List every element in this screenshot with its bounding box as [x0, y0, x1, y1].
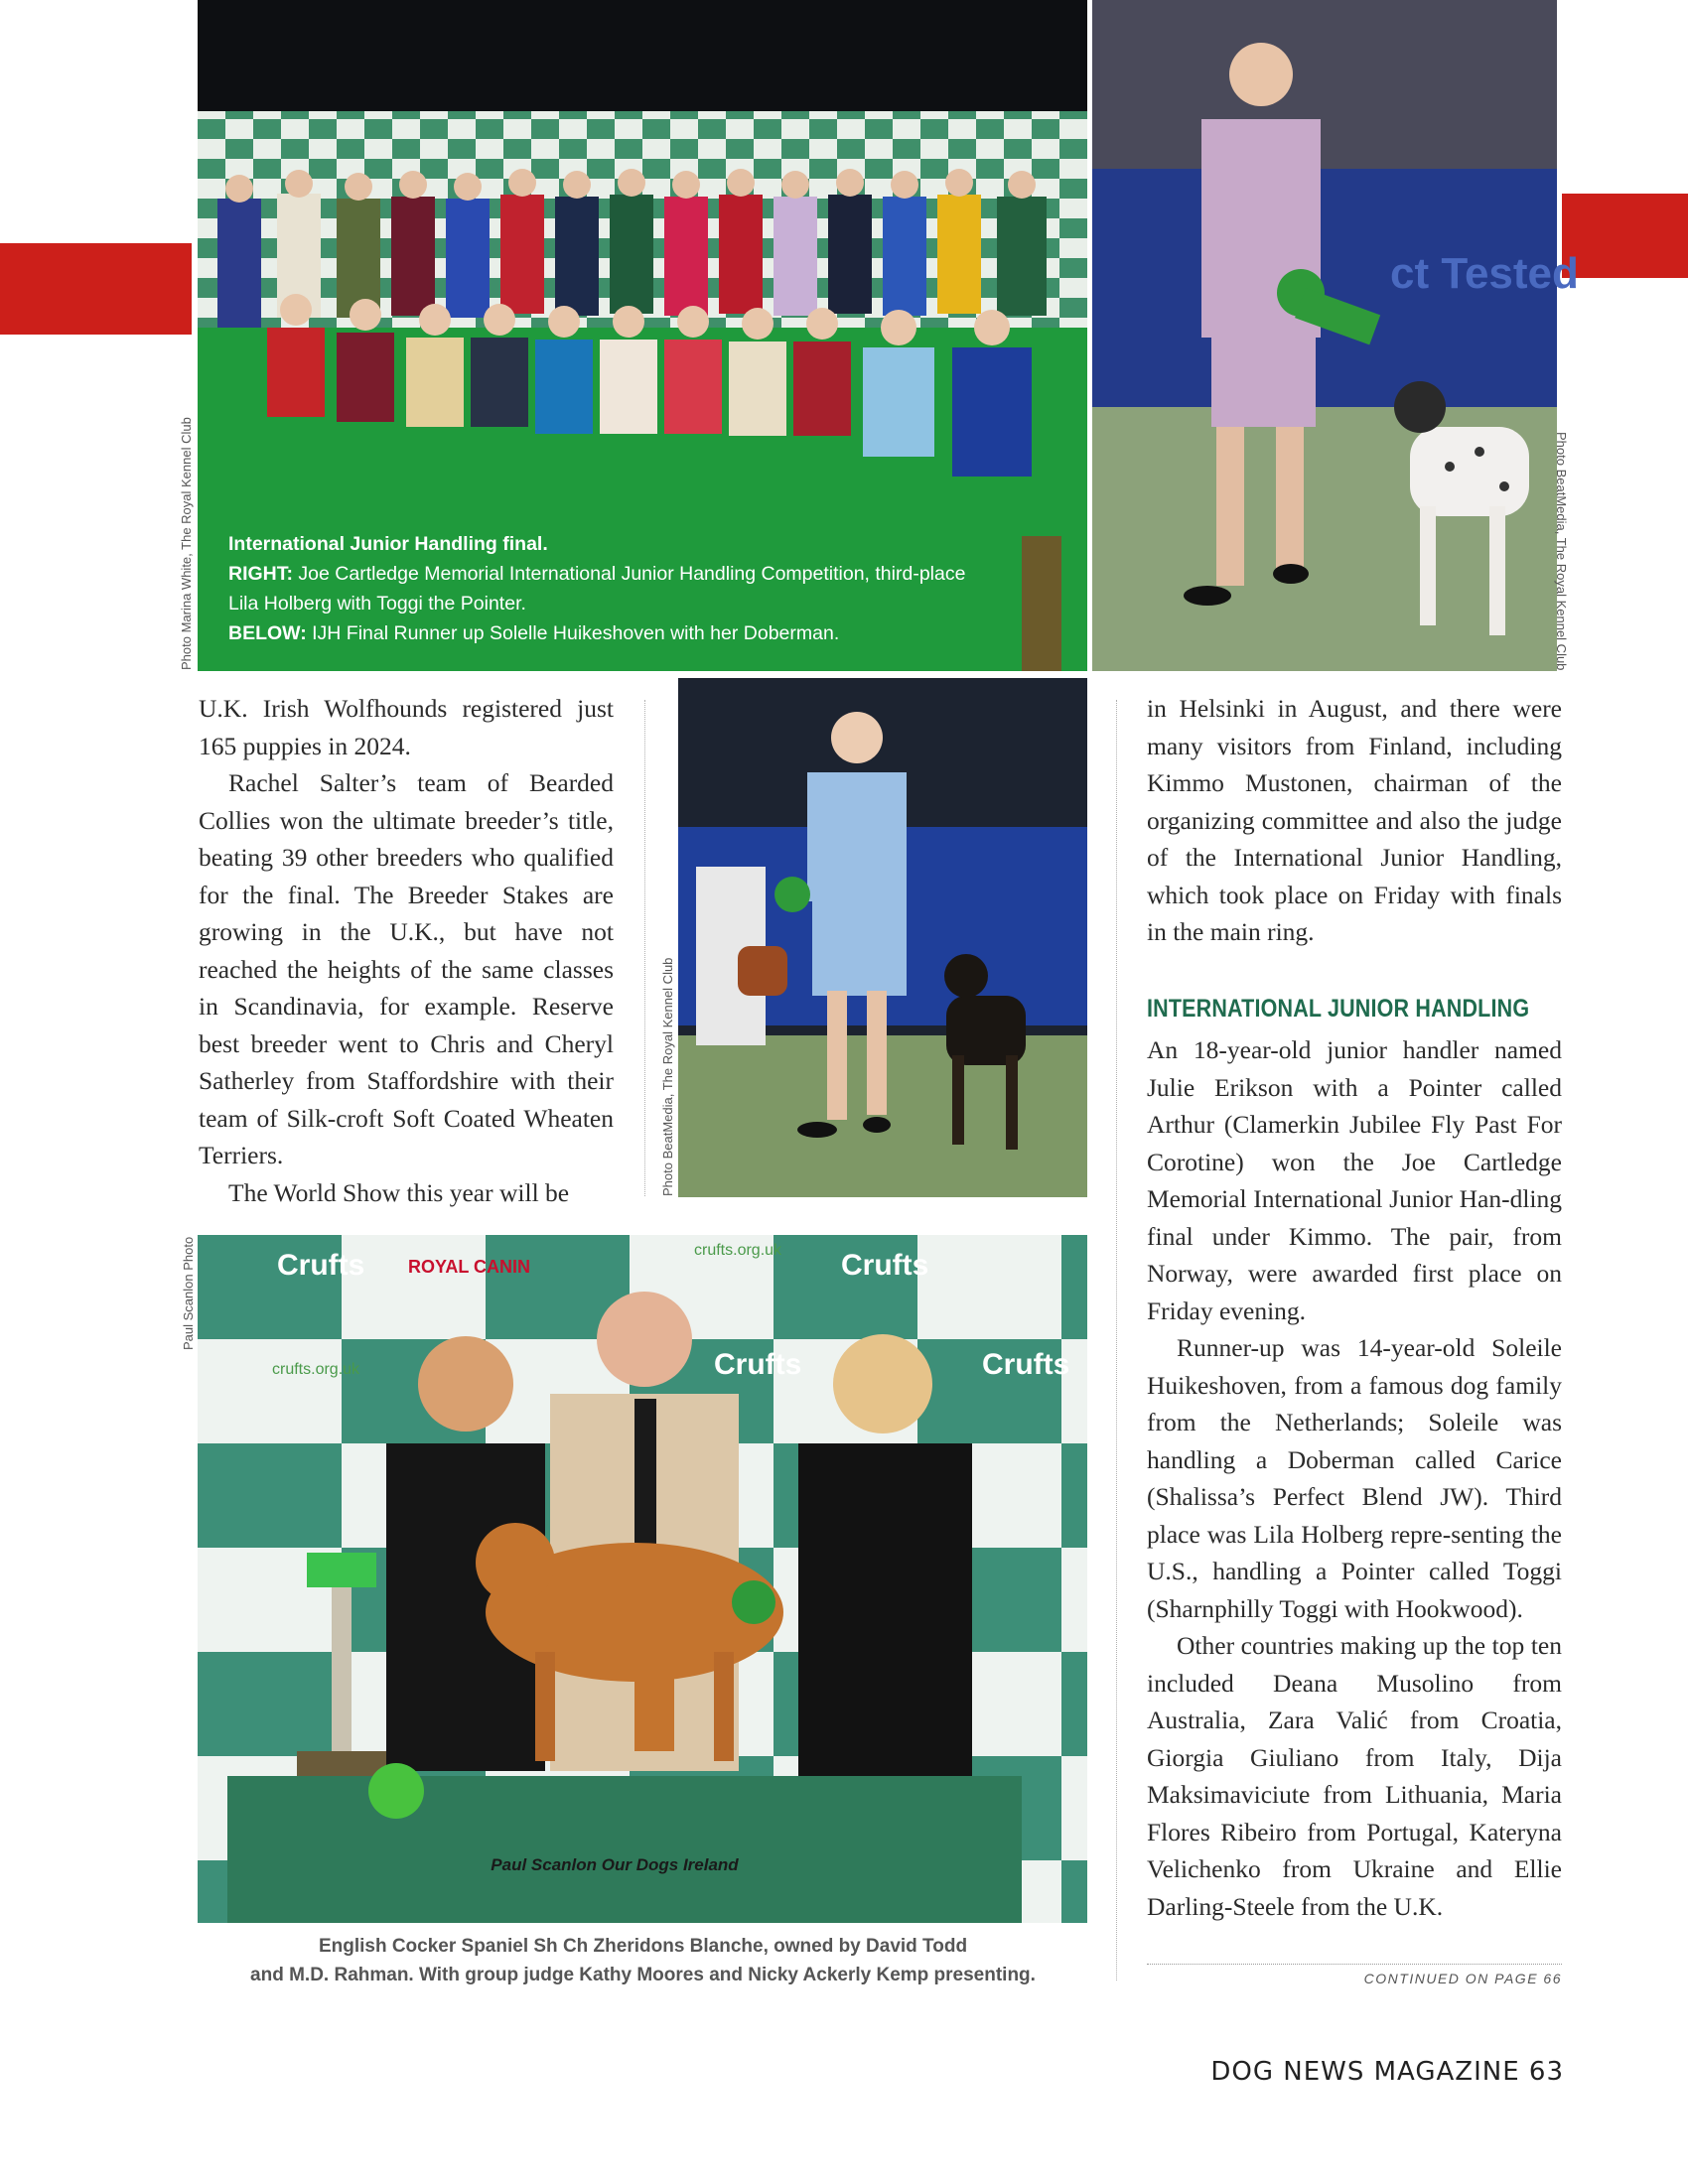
svg-text:Crufts: Crufts [841, 1249, 929, 1282]
paragraph: Rachel Salter’s team of Bearded Collies won the ultimate breeder’s title, beating 39 other breeders who qualified for the final. The Breeder Stakes are growing in the U.K., but have not reached the heights of the same classes in Scandinavia, for example. Reserve best breeder went to Chris and Cheryl Satherley from Staffordshire with their team of Silk-croft Soft Coated Wheaten Terriers. [199, 768, 614, 1169]
svg-text:Crufts: Crufts [982, 1348, 1070, 1381]
paragraph: U.K. Irish Wolfhounds registered just 165 puppies in 2024. [199, 694, 614, 760]
caption-line-right: RIGHT: Joe Cartledge Memorial International Junior Handling Competition, third-place Lila Holberg with Toggi the Pointer. [228, 563, 966, 614]
continued-rule [1147, 1964, 1562, 1965]
svg-text:crufts.org.uk: crufts.org.uk [694, 1242, 782, 1259]
red-accent-bar-right [1562, 194, 1688, 278]
article-column-1 [199, 690, 614, 1211]
column-rule-right [1116, 700, 1117, 1980]
photo-english-cocker-spaniel-winner [198, 1235, 1087, 1923]
bottom-photo-caption [199, 1932, 1087, 1989]
photo-credit-top-left: Photo Marina White, The Royal Kennel Club [179, 417, 194, 670]
red-accent-bar-left [0, 243, 192, 335]
page-folio: DOG NEWS MAGAZINE 63 [1210, 2057, 1564, 2087]
paragraph: The World Show this year will be [228, 1177, 570, 1207]
caption-line-below: BELOW: IJH Final Runner up Solelle Huikeshoven with her Doberman. [228, 622, 840, 644]
paragraph: Other countries making up the top ten included Deana Musolino from Australia, Zara Valić from Croatia, Giorgia Giuliano from Italy, Dija Maksimaviciute from Lithuania, Maria Flores Ribeiro from Portugal, Kateryna Velichenko from Ukraine and Ellie Darling-Steele from the U.K. [1147, 1631, 1562, 1921]
photo-credit-middle: Photo BeatMedia, The Royal Kennel Club [660, 957, 675, 1196]
photo-credit-top-right: Photo BeatMedia, The Royal Kennel Club [1554, 432, 1569, 671]
svg-text:ct Tested: ct Tested [1390, 249, 1579, 298]
photo-credit-bottom: Paul Scanlon Photo [181, 1236, 196, 1350]
paragraph: Runner-up was 14-year-old Soleile Huikeshoven, from a famous dog family from the Netherlands; Soleile was handling a Doberman called Carice (Shalissa’s Perfect Blend JW). Third place was Lila Holberg repre-senting the U.S., handling a Pointer called Toggi (Sharnphilly Toggi with Hookwood). [1147, 1333, 1562, 1623]
article-column-3 [1147, 690, 1562, 1925]
caption-line: and M.D. Rahman. With group judge Kathy Moores and Nicky Ackerly Kemp presenting. [250, 1965, 1036, 1985]
svg-text:crufts.org.uk: crufts.org.uk [272, 1361, 360, 1378]
svg-text:Crufts: Crufts [714, 1348, 802, 1381]
svg-text:Crufts: Crufts [277, 1249, 365, 1282]
svg-text:ROYAL CANIN: ROYAL CANIN [408, 1257, 531, 1277]
paragraph: An 18-year-old junior handler named Julie Erikson with a Pointer called Arthur (Clamerkin Jubilee Fly Past For Corotine) won the Joe Cartledge Memorial International Junior Han-dling final under Kimmo. The pair, from Norway, were awarded first place on Friday evening. [1147, 1035, 1562, 1325]
continued-on-page: CONTINUED ON PAGE 66 [1363, 1971, 1562, 1986]
column-rule-left [644, 700, 645, 1196]
svg-text:Paul Scanlon Our Dogs Ireland: Paul Scanlon Our Dogs Ireland [491, 1855, 739, 1874]
photo-caption-overlay [228, 529, 983, 648]
section-heading: INTERNATIONAL JUNIOR HANDLING [1147, 994, 1530, 1023]
photo-solelle-huikeshoven-doberman [678, 678, 1087, 1197]
caption-line-1: International Junior Handling final. [228, 533, 548, 555]
paragraph: in Helsinki in August, and there were many visitors from Finland, including Kimmo Mustonen, chairman of the organizing committee and also the judge of the International Junior Handling, which took place on Friday with finals in the main ring. [1147, 694, 1562, 946]
caption-line: English Cocker Spaniel Sh Ch Zheridons Blanche, owned by David Todd [318, 1936, 968, 1957]
